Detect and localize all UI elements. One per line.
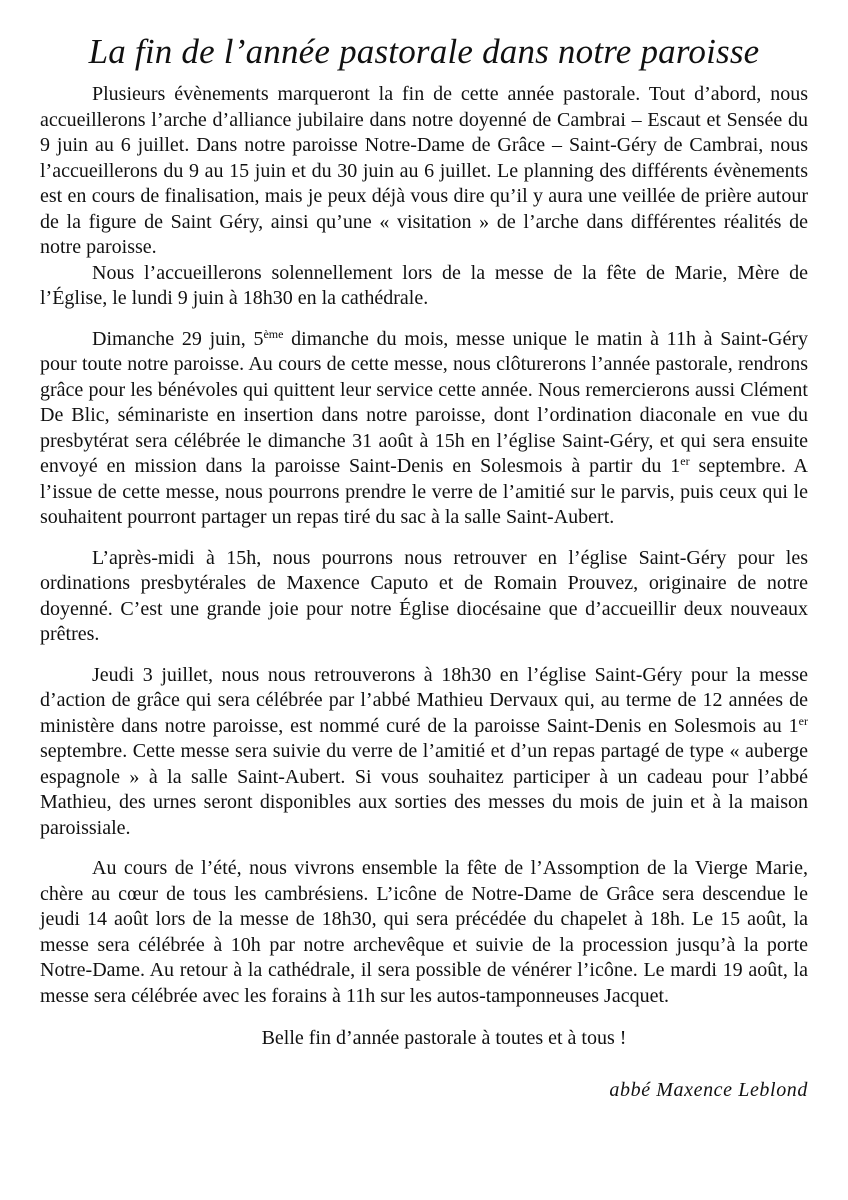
paragraph-text-segment: Dimanche 29 juin, 5 (92, 327, 264, 350)
paragraph-jeudi-3-juillet (40, 663, 808, 842)
paragraph-arche-alliance: Plusieurs évènements marqueront la fin de cette année pastorale. Tout d’abord, nous accueillerons l’arche d’alliance jubilaire dans notre doyenné de Cambrai – Escaut et Sensée du 9 juin au 6 juillet. Dans notre paroisse Notre-Dame de Grâce – Saint-Géry de Cambrai, nous l’accueillerons du 9 au 15 juin et du 30 juin au 6 juillet. Le planning des différents évènements est en cours de finalisation, mais je peux déjà vous dire qu’il y aura une veillée de prière autour de la figure de Saint Géry, ainsi qu’une « visitation » de l’arche dans différentes réalités de notre paroisse. (40, 83, 808, 258)
paragraph-text-segment: Jeudi 3 juillet, nous nous retrouverons à 18h30 en l’église Saint-Géry pour la messe d’action de grâce qui sera célébrée par l’abbé Mathieu Dervaux qui, au terme de 12 années de ministère dans notre paroisse, est nommé curé de la paroisse Saint-Denis en Solesmois au 1 (40, 663, 808, 737)
closing-line: Belle fin d’année pastorale à toutes et à tous ! (261, 1027, 627, 1049)
superscript-ordinal: ème (263, 326, 284, 341)
superscript-ordinal: er (680, 454, 690, 468)
paragraph-ordinations: L’après-midi à 15h, nous pourrons nous retrouver en l’église Saint-Géry pour les ordinations presbytérales de Maxence Caputo et de Romain Prouvez, originaire de notre doyenné. C’est une grande joie pour notre Église diocésaine que d’accueillir deux nouveaux prêtres. (40, 546, 808, 645)
paragraph-accueil-solennel: Nous l’accueillerons solennellement lors de la messe de la fête de Marie, Mère de l’Église, le lundi 9 juin à 18h30 en la cathédrale. (40, 261, 808, 309)
paragraph-text-segment: dimanche du mois, messe unique le matin à 11h à Saint-Géry pour toute notre paroisse. Au cours de cette messe, nous clôturerons l’année pastorale, rendrons grâce pour les bénévoles qui quittent leur service cette année. Nous remercierons aussi Clément De Blic, séminariste en insertion dans notre paroisse, dont l’ordination diaconale en vue du presbytérat sera célébrée le dimanche 31 août à 15h en l’église Saint-Géry, et qui sera ensuite envoyé en mission dans la paroisse Saint-Denis en Solesmois à partir du 1 (40, 327, 808, 477)
paragraph-dimanche-29-juin (40, 327, 808, 531)
page-title: La fin de l’année pastorale dans notre paroisse (88, 32, 760, 71)
paragraph-assomption: Au cours de l’été, nous vivrons ensemble la fête de l’Assomption de la Vierge Marie, chère au cœur de tous les cambrésiens. L’icône de Notre-Dame de Grâce sera descendue le jeudi 14 août lors de la messe de 18h30, qui sera précédée du chapelet à 18h. Le 15 août, la messe sera célébrée à 10h par notre archevêque et suivie de la procession jusqu’à la porte Notre-Dame. Au retour à la cathédrale, il sera possible de vénérer l’icône. Le mardi 19 août, la messe sera célébrée avec les forains à 11h sur les autos-tamponneuses Jacquet. (40, 857, 808, 1007)
superscript-ordinal: er (798, 713, 808, 728)
paragraph-text-segment: septembre. A l’issue de cette messe, nous pourrons prendre le verre de l’amitié sur le parvis, puis ceux qui le souhaitent pourront partager un repas tiré du sac à la salle Saint-Aubert. (40, 455, 808, 528)
document-page (40, 30, 808, 1103)
signature: abbé Maxence Leblond (609, 1079, 808, 1101)
paragraph-text-segment: septembre. Cette messe sera suivie du verre de l’amitié et d’un repas partagé de type « auberge espagnole » à la salle Saint-Aubert. Si vous souhaitez participer à un cadeau pour l’abbé Mathieu, des urnes seront disponibles aux sorties des messes du mois de juin et à la maison paroissiale. (40, 740, 808, 839)
